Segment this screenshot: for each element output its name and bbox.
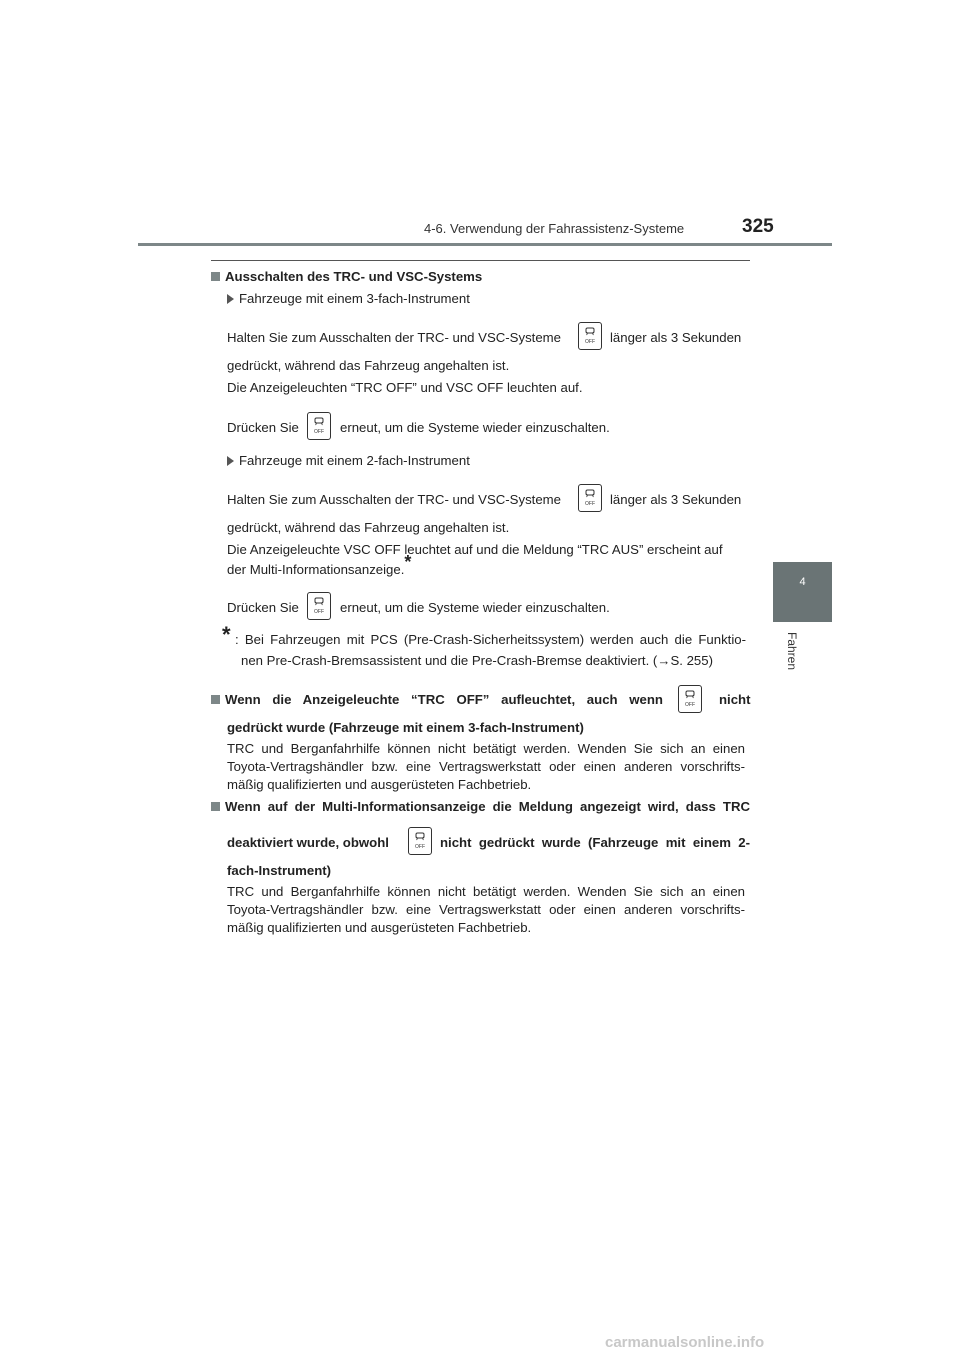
chapter-side-tab[interactable] — [773, 562, 832, 622]
svg-text:OFF: OFF — [415, 844, 425, 850]
section-heading-trc-message: Wenn auf der Multi-Informationsanzeige die Meldung angezeigt wird, dass TRC — [211, 798, 750, 816]
text-line: gedrückt, während das Fahrzeug angehalten ist. — [227, 358, 510, 373]
footnote-marker: * — [404, 552, 412, 572]
text-line: Die Anzeigeleuchte VSC OFF leuchtet auf und die Meldung “TRC AUS” erscheint auf — [227, 542, 723, 557]
text-line: erneut, um die Systeme wieder einzuschalten. — [340, 600, 610, 615]
section-heading-trc-vsc-off: Ausschalten des TRC- und VSC-Systems — [211, 268, 482, 286]
text-line: Drücken Sie — [227, 600, 299, 615]
text-line: mäßig qualifizierten und ausgerüsteten Fachbetrieb. — [227, 920, 532, 935]
vsc-off-button-icon — [678, 685, 702, 713]
text-line: Toyota-Vertragshändler bzw. eine Vertragswerkstatt oder einen anderen vorschrifts- — [227, 759, 745, 774]
footnote-mark: * — [222, 622, 231, 647]
car-skid-icon — [582, 326, 598, 346]
heading-text: nicht gedrückt wurde (Fahrzeuge mit einem 2- — [440, 835, 750, 850]
side-tab-number: 4 — [799, 576, 806, 588]
text-line: gedrückt, während das Fahrzeug angehalten ist. — [227, 520, 510, 535]
text-line: TRC und Berganfahrhilfe können nicht betätigt werden. Wenden Sie sich an einen — [227, 884, 745, 899]
text-line: erneut, um die Systeme wieder einzuschalten. — [340, 420, 610, 435]
vsc-off-button-icon — [578, 484, 602, 512]
car-skid-icon — [412, 831, 428, 851]
vsc-off-button-icon — [408, 827, 432, 855]
vsc-off-button-icon — [307, 592, 331, 620]
svg-text:OFF: OFF — [314, 429, 324, 435]
car-skid-icon — [311, 596, 327, 616]
square-bullet-icon — [211, 802, 220, 811]
text-line: länger als 3 Sekunden — [610, 330, 742, 345]
car-skid-icon — [311, 416, 327, 436]
header-rule — [138, 243, 832, 246]
square-bullet-icon — [211, 272, 220, 281]
footnote-line: nen Pre-Crash-Bremsassistent und die Pre-Crash-Bremse deaktiviert. (→S. 255) — [241, 653, 713, 668]
text-line: der Multi-Informationsanzeige.* — [227, 552, 412, 577]
text-line: länger als 3 Sekunden — [610, 492, 742, 507]
text-line: mäßig qualifizierten und ausgerüsteten Fachbetrieb. — [227, 777, 532, 792]
text-line: Halten Sie zum Ausschalten der TRC- und VSC-Systeme — [227, 492, 561, 507]
subheading-3-fach: Fahrzeuge mit einem 3-fach-Instrument — [227, 290, 470, 308]
chapter-title: 4-6. Verwendung der Fahrassistenz-Systeme — [424, 221, 685, 236]
content-rule — [211, 260, 750, 261]
watermark: carmanualsonline.info — [605, 1334, 765, 1351]
section-heading-trc-off-light: Wenn die Anzeigeleuchte “TRC OFF” aufleuchtet, auch wenn — [211, 691, 663, 709]
car-skid-icon — [682, 689, 698, 709]
text-line: Toyota-Vertragshändler bzw. eine Vertragswerkstatt oder einen anderen vorschrifts- — [227, 902, 745, 917]
text-line: Halten Sie zum Ausschalten der TRC- und VSC-Systeme — [227, 330, 561, 345]
svg-text:OFF: OFF — [685, 702, 695, 708]
heading-text: deaktiviert wurde, obwohl — [227, 835, 389, 850]
heading-text: gedrückt wurde (Fahrzeuge mit einem 3-fach-Instrument) — [227, 720, 584, 735]
text-line: TRC und Berganfahrhilfe können nicht betätigt werden. Wenden Sie sich an einen — [227, 741, 745, 756]
subheading-2-fach: Fahrzeuge mit einem 2-fach-Instrument — [227, 452, 470, 470]
vsc-off-button-icon — [578, 322, 602, 350]
arrow-bullet-icon — [227, 456, 234, 466]
side-tab-label: Fahren — [785, 632, 799, 671]
footnote-line: : Bei Fahrzeugen mit PCS (Pre-Crash-Sicherheitssystem) werden auch die Funktio- — [235, 632, 746, 647]
heading-text: fach-Instrument) — [227, 863, 332, 878]
arrow-bullet-icon — [227, 294, 234, 304]
heading-text: nicht — [719, 692, 751, 707]
svg-text:OFF: OFF — [314, 609, 324, 615]
svg-text:OFF: OFF — [585, 501, 595, 507]
page-number: 325 — [742, 216, 774, 237]
text-line: Die Anzeigeleuchten “TRC OFF” und VSC OFF leuchten auf. — [227, 380, 583, 395]
text-line: Drücken Sie — [227, 420, 299, 435]
car-skid-icon — [582, 488, 598, 508]
svg-text:OFF: OFF — [585, 339, 595, 345]
square-bullet-icon — [211, 695, 220, 704]
vsc-off-button-icon — [307, 412, 331, 440]
